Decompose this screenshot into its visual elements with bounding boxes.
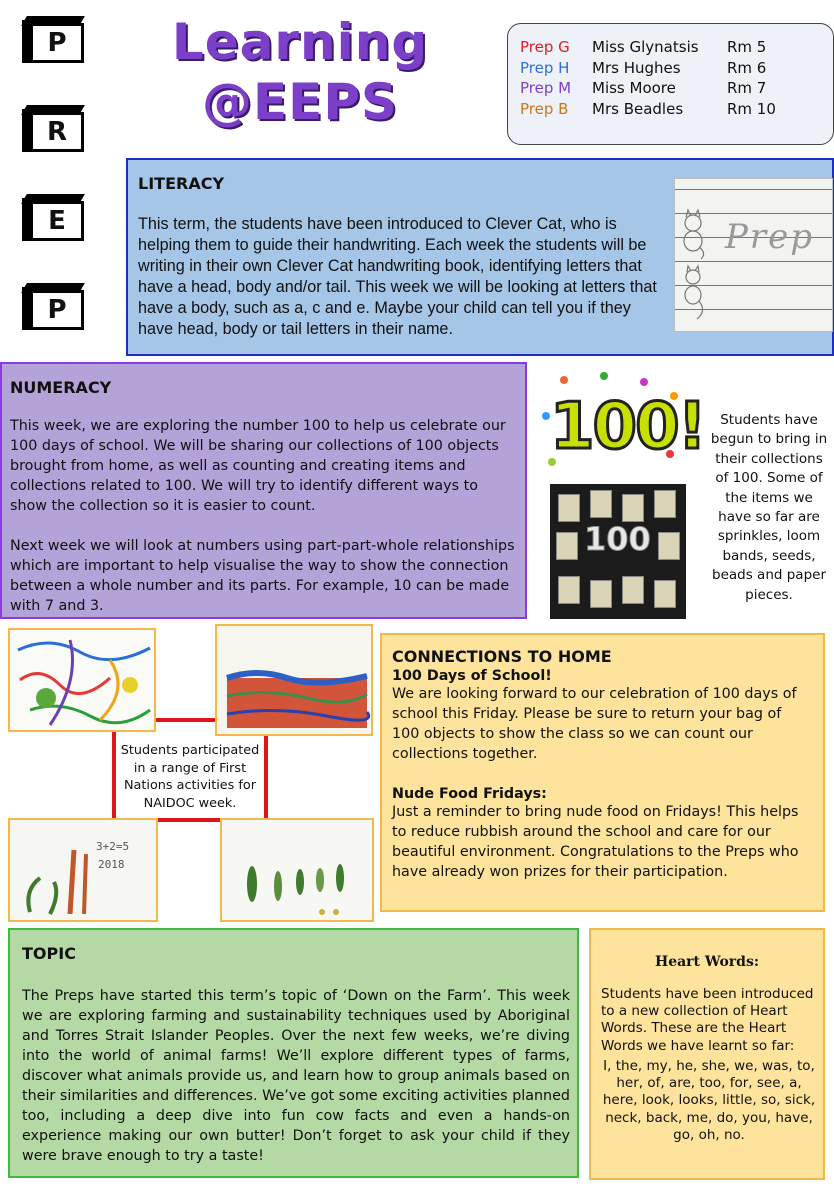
hundred-graphic: 100!: [550, 390, 705, 464]
prep-block-letter: P: [30, 23, 84, 63]
connector-line: [150, 818, 230, 822]
class-list: [507, 23, 834, 145]
prep-block-r: [22, 103, 88, 155]
artwork-drawing: [217, 626, 373, 736]
numeracy-heading: NUMERACY: [10, 378, 112, 397]
class-row: [520, 38, 823, 59]
handwriting-word: Prep: [725, 217, 815, 257]
connections-heading: CONNECTIONS TO HOME: [392, 647, 612, 666]
class-code: Prep H: [520, 58, 570, 77]
handwriting-image: [674, 178, 833, 332]
class-code: Prep M: [520, 79, 572, 97]
prep-block-letter: P: [30, 290, 84, 330]
hundred-caption: Students have begun to bring in their collections of 100. Some of the items we have so far are sprinkles, loom bands, seeds, beads and paper pieces.: [710, 412, 828, 603]
class-room: Rm 7: [727, 79, 767, 97]
artwork-1: [8, 628, 156, 732]
literacy-text: This term, the students have been introduced to Clever Cat, who is helping them to guide their handwriting. Each week the students will be writing in their own Clever Cat handwriting book, identifying letters that have a head, body and/or tail. This week we will be looking at letters that have a body, such as a, c and e. Maybe your child can tell you if they have head, body or tail letters in their name.: [138, 215, 657, 338]
connections-subheading-1: 100 Days of School!: [392, 668, 552, 684]
prep-block-p: [22, 14, 88, 66]
class-room: Rm 6: [727, 58, 767, 77]
class-room: Rm 10: [727, 99, 776, 118]
artwork-drawing: [10, 820, 158, 922]
title-line-2: @EEPS: [202, 73, 398, 131]
connections-paragraph-1: We are looking forward to our celebration of 100 days of school this Friday. Please be sure to return your bag of 100 objects to show the class so we can count our collections together.: [392, 686, 797, 762]
class-teacher: Mrs Hughes: [592, 58, 681, 77]
class-code: Prep B: [520, 99, 569, 118]
naidoc-caption: Students participated in a range of First Nations activities for NAIDOC week.: [118, 742, 262, 812]
page-title: [155, 12, 445, 132]
class-teacher: Mrs Beadles: [592, 99, 684, 118]
prep-block-letter: R: [30, 112, 84, 152]
class-teacher: Miss Glynatsis: [592, 38, 699, 56]
artwork-2: [215, 624, 373, 736]
connector-line: [112, 718, 116, 822]
svg-text:3+2=5: 3+2=5: [96, 840, 130, 853]
hundred-days-image: [540, 372, 705, 619]
numeracy-paragraph-1: This week, we are exploring the number 100 to help us celebrate our 100 days of school. We will be sharing our collections of 100 objects brought from home, as well as counting and creating items and collections related to 100. We will try to identify different ways to show the collection so it is easier to count.: [10, 418, 506, 514]
prep-block-e: [22, 192, 88, 244]
literacy-heading: LITERACY: [138, 174, 225, 193]
hundred-photo-number: 100: [584, 520, 651, 558]
numeracy-paragraph-2: Next week we will look at numbers using part-part-whole relationships which are important to help visualise the way to show the connection between a whole number and its parts. For example, 10 can be made with 7 and 3.: [10, 538, 515, 614]
artwork-drawing: [10, 630, 156, 732]
heart-words-intro: Students have been introduced to a new collection of Heart Words. These are the Heart Words we have learnt so far:: [601, 986, 814, 1054]
connections-section: [380, 633, 825, 912]
class-row: [520, 100, 823, 121]
artwork-drawing: [222, 820, 374, 922]
class-teacher: Miss Moore: [592, 79, 676, 97]
topic-text: The Preps have started this term’s topic of ‘Down on the Farm’. This week we are exploring farming and sustainability techniques used by Aboriginal and Torres Strait Islander Peoples. Over the next few weeks, we’re diving into the world of animal farms! We’ll explore different types of farms, discover what animals provide us, and learn how to group animals based on their similarities and differences. We’ve got some exciting activities planned too, including a deep dive into fun cow facts and even a hands-on experience making our own butter! Don’t forget to ask your child if they were brave enough to try a taste!: [22, 988, 570, 1164]
clever-cat-icon: [679, 179, 709, 329]
title-line-1: Learning: [171, 13, 429, 71]
heart-words-list: I, the, my, he, she, we, was, to, her, of, are, too, for, see, a, here, look, looks, little, so, sick, neck, back, me, do, you, have, go, oh, no.: [602, 1058, 816, 1143]
topic-section: [8, 928, 579, 1178]
connections-subheading-2: Nude Food Fridays:: [392, 786, 547, 802]
heart-words-section: [589, 928, 825, 1180]
numeracy-section: [0, 362, 527, 619]
connections-paragraph-2: Just a reminder to bring nude food on Fridays! This helps to reduce rubbish around the school and care for our beautiful environment. Congratulations to the Preps who have already won prizes for their participation.: [392, 804, 799, 880]
topic-heading: TOPIC: [22, 944, 76, 963]
heart-words-heading: Heart Words:: [654, 954, 760, 970]
class-code: Prep G: [520, 38, 570, 56]
artwork-3: [8, 818, 158, 922]
class-row: [520, 59, 823, 80]
class-row: [520, 79, 823, 100]
literacy-section: [126, 158, 834, 356]
artwork-4: [220, 818, 374, 922]
svg-text:2018: 2018: [98, 858, 125, 871]
prep-block-letter: E: [30, 201, 84, 241]
class-room: Rm 5: [727, 38, 767, 56]
prep-block-p2: [22, 281, 88, 333]
hundred-collection-photo: [550, 484, 686, 619]
